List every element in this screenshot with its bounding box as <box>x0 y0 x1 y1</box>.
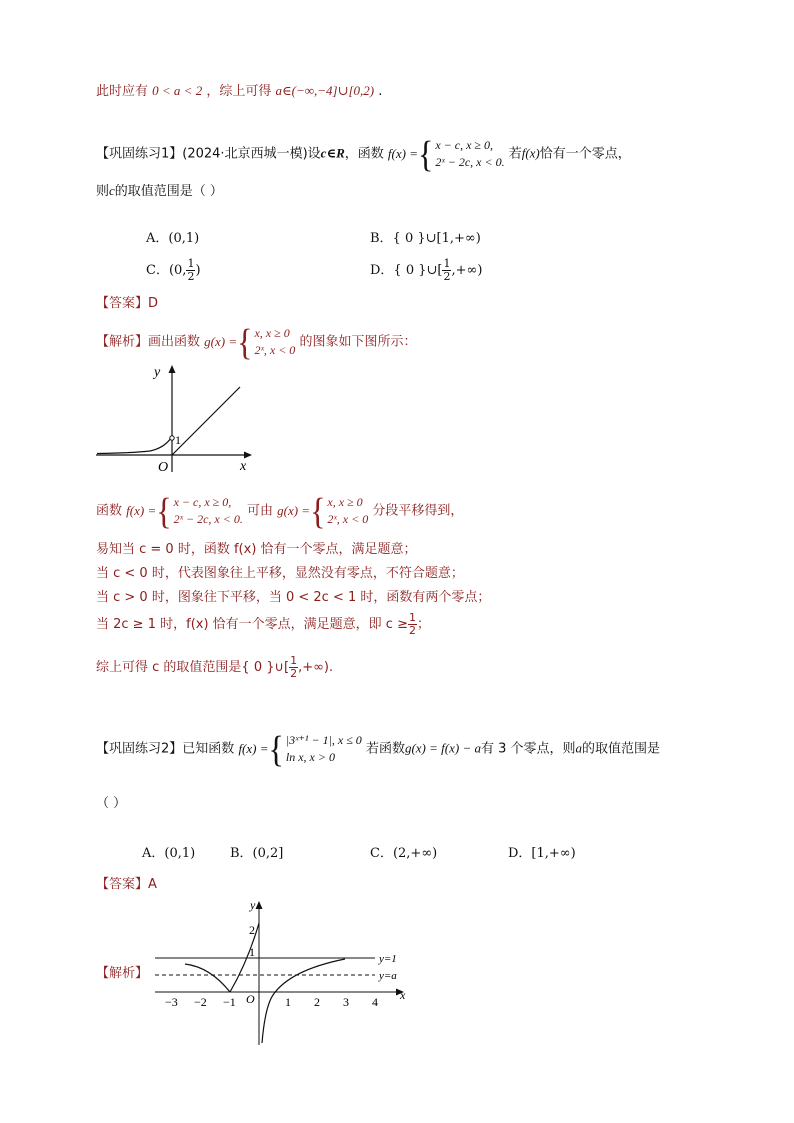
q2-option-c[interactable] <box>370 842 437 861</box>
analysis-label: 【解析】 <box>96 334 149 350</box>
y-label: y <box>154 365 161 380</box>
result: a∈(−∞,−4]∪[0,2) <box>275 83 375 98</box>
label-ya: y=a <box>379 970 397 982</box>
q1-step-2: 当 c < 0 时，代表图象往上平移，显然没有零点，不符合题意； <box>96 566 464 581</box>
q2-answer: 【答案】A <box>96 877 157 892</box>
case-1: x, x ≥ 0 <box>254 326 290 340</box>
q1-option-d[interactable] <box>370 258 482 283</box>
tick-x-neg3: −3 <box>165 995 178 1009</box>
cases <box>327 494 368 528</box>
q1-step-1: 易知当 c = 0 时，函数 f(x) 恰有一个零点，满足题意； <box>96 542 417 557</box>
brace: { <box>156 490 172 532</box>
tick-x-4: 4 <box>372 995 378 1009</box>
numerator: 1 <box>187 257 195 270</box>
tick-x-2: 2 <box>314 995 320 1009</box>
origin-label: O <box>158 460 169 475</box>
text: 的取值范围是（ ） <box>114 184 223 199</box>
q1-stem <box>96 133 631 175</box>
q2-piecewise <box>238 728 362 770</box>
tick-x-3: 3 <box>343 995 349 1009</box>
option-text: C．(0, <box>146 263 187 278</box>
denominator: 2 <box>443 270 451 283</box>
case-2: ln x, x > 0 <box>285 750 335 764</box>
brace: { <box>310 490 326 532</box>
case-2: 2ˣ, x < 0 <box>327 512 369 526</box>
q1-step-3: 当 c > 0 时，图象往下平移，当 0 < 2c < 1 时，函数有两个零点； <box>96 590 491 605</box>
q1-option-a[interactable] <box>146 227 199 246</box>
q1-piecewise <box>387 133 505 175</box>
q2-graph <box>150 895 412 1050</box>
text: 当 2c ≥ 1 时，f(x) 恰有一个零点，满足题意，即 c ≥ <box>96 617 408 632</box>
option-text: B．{ 0 }∪[1,+∞) <box>370 231 481 246</box>
tick-y1: 1 <box>249 945 255 959</box>
var-c: c <box>109 183 115 198</box>
conclusion-line <box>96 80 382 99</box>
brace: { <box>268 728 284 770</box>
case-1: x − c, x ≥ 0, <box>173 495 232 509</box>
text: 有 3 个零点，则 <box>480 741 576 757</box>
text: 则 <box>96 184 110 199</box>
numerator: 1 <box>408 611 416 624</box>
text: 设 <box>307 146 321 162</box>
text: ，综上可得 <box>206 84 272 99</box>
origin-label: O <box>246 992 255 1006</box>
exp-curve <box>97 438 171 454</box>
option-text: D．[1,+∞) <box>508 846 576 861</box>
q1-graph <box>92 360 262 475</box>
tick-x-neg2: −2 <box>194 995 207 1009</box>
text: 可由 <box>246 503 273 519</box>
fraction <box>289 655 298 680</box>
gx-label: g(x) = <box>204 334 238 349</box>
q2-option-a[interactable] <box>142 842 195 861</box>
q2-analysis-label: 【解析】 <box>96 966 149 981</box>
q1-analysis-line1 <box>96 321 417 363</box>
q1-answer: 【答案】D <box>96 296 159 311</box>
text: ； <box>416 617 430 632</box>
fx-label: f(x) = <box>126 503 157 518</box>
period: . <box>378 84 383 99</box>
case-2: 2ˣ − 2c, x < 0. <box>173 512 243 526</box>
q1-source: (2024·北京西城一模) <box>182 146 308 162</box>
case-1: |3ˣ⁺¹ − 1|, x ≤ 0 <box>285 733 362 747</box>
q1-shift-line <box>96 490 464 532</box>
cases <box>174 494 243 528</box>
g-piecewise <box>277 490 369 532</box>
g-piecewise <box>204 321 296 363</box>
q2-option-b[interactable] <box>230 842 283 861</box>
text: 恰有一个零点， <box>539 146 631 162</box>
q1-conclusion <box>96 655 333 680</box>
var-a: a <box>575 740 583 756</box>
text: ，函数 <box>344 146 384 162</box>
text: 若 <box>508 146 522 162</box>
q1-stem-line2 <box>96 180 223 199</box>
text: 已知函数 <box>182 741 235 757</box>
denominator: 2 <box>290 667 298 680</box>
option-text: A．(0,1) <box>142 846 196 861</box>
label-y1: y=1 <box>379 953 397 965</box>
text: 综上可得 c 的取值范围是{ 0 }∪[ <box>96 660 290 675</box>
open-point <box>170 436 174 440</box>
q2-stem <box>96 728 661 770</box>
tick-x-1: 1 <box>285 995 291 1009</box>
y-label: y <box>250 898 256 912</box>
fx: f(x) <box>521 145 540 161</box>
y-arrow-icon <box>169 365 176 373</box>
tick-x-neg1: −1 <box>223 995 236 1009</box>
q1-label: 【巩固练习1】 <box>96 146 183 162</box>
text: ,+∞). <box>298 660 334 675</box>
x-label: x <box>400 988 406 1002</box>
text: 若函数 <box>365 741 405 757</box>
y-arrow-icon <box>256 901 263 909</box>
tick-1: 1 <box>175 433 181 447</box>
text: 的取值范围是 <box>582 741 661 757</box>
cases <box>435 137 504 171</box>
q2-paren: （ ） <box>96 796 127 811</box>
case-2: 2ˣ − 2c, x < 0. <box>435 155 505 169</box>
option-text: D．{ 0 }∪[ <box>370 263 443 278</box>
q1-option-b[interactable] <box>370 227 481 246</box>
c-in-r: c∈R <box>320 145 345 161</box>
cases <box>286 732 362 766</box>
text: 分段平移得到， <box>372 503 464 519</box>
numerator: 1 <box>443 257 451 270</box>
option-text: C．(2,+∞) <box>370 846 438 861</box>
option-text: ) <box>195 263 201 278</box>
q1-option-c[interactable] <box>146 258 201 283</box>
option-text: ,+∞) <box>451 263 483 278</box>
denominator: 2 <box>187 270 195 283</box>
line-y-x <box>172 387 240 455</box>
gx: g(x) = f(x) − a <box>404 740 481 756</box>
text: 此时应有 <box>96 84 149 99</box>
text: 函数 <box>96 503 123 519</box>
tick-y2: 2 <box>249 923 255 937</box>
f-piecewise <box>126 490 243 532</box>
x-arrow-icon <box>244 452 252 459</box>
q2-option-d[interactable] <box>508 842 576 861</box>
cases <box>254 325 295 359</box>
x-label: x <box>240 459 247 474</box>
gx-label: g(x) = <box>277 503 311 518</box>
ln-curve <box>262 959 345 1043</box>
numerator: 1 <box>290 654 298 667</box>
case-1: x, x ≥ 0 <box>327 495 363 509</box>
case-2: 2ˣ, x < 0 <box>254 343 296 357</box>
denominator: 2 <box>408 624 416 637</box>
q1-step-4 <box>96 612 430 637</box>
condition: 0 < a < 2 <box>152 83 203 98</box>
brace: { <box>237 321 253 363</box>
option-text: B．(0,2] <box>230 846 284 861</box>
q2-label: 【巩固练习2】 <box>96 741 183 757</box>
fx-label: f(x) = <box>238 741 269 756</box>
fx-label: f(x) = <box>387 146 418 161</box>
brace: { <box>417 133 434 175</box>
fraction <box>408 612 417 637</box>
option-text: A．(0,1) <box>146 231 200 246</box>
text: 画出函数 <box>148 334 201 350</box>
text: 的图象如下图所示： <box>299 334 417 350</box>
abs-exp-left <box>185 964 230 992</box>
case-1: x − c, x ≥ 0, <box>435 138 493 152</box>
